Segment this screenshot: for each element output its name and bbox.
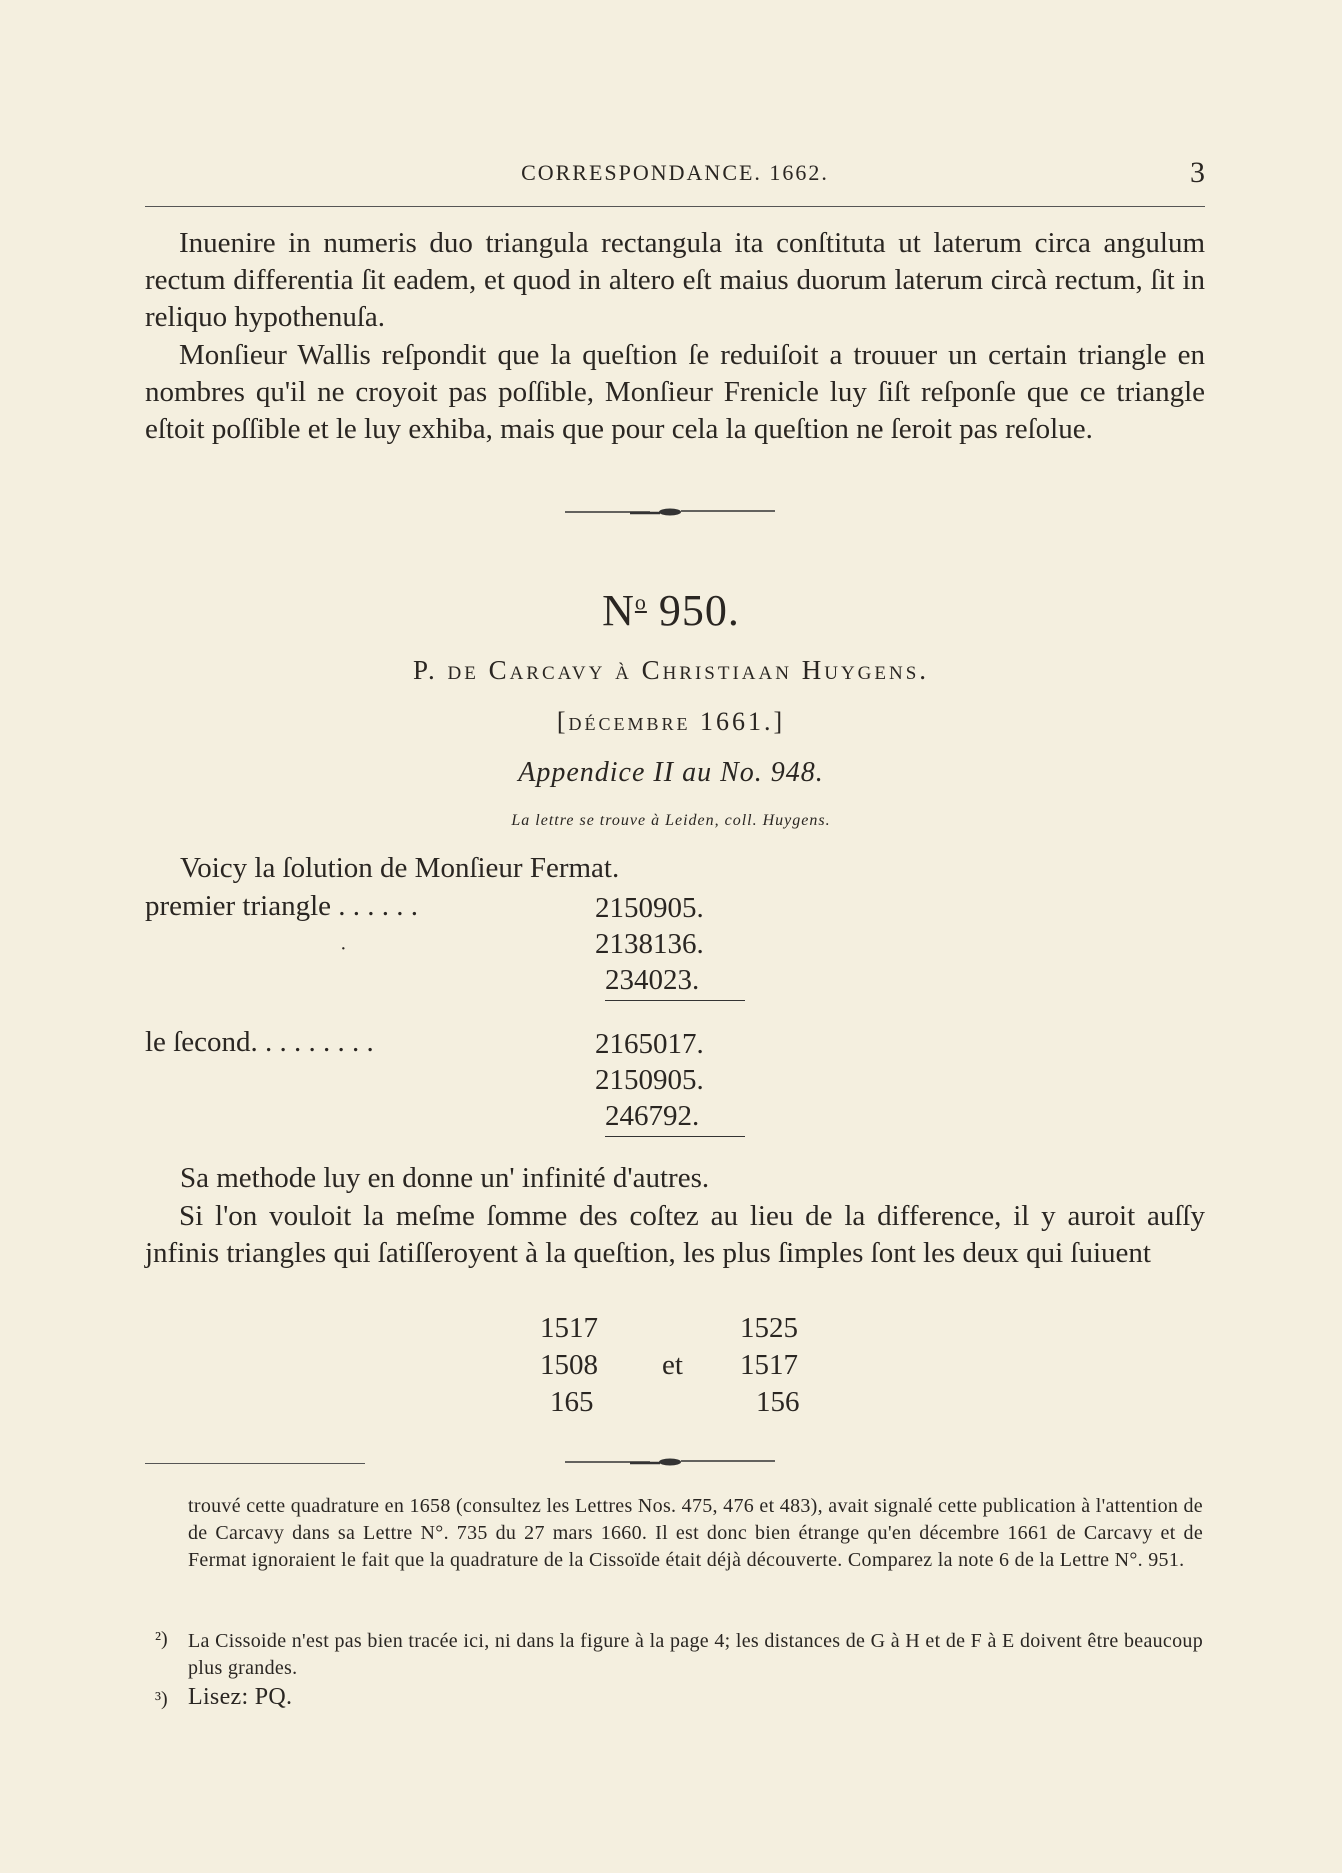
right-value-2: 1517 [740,1349,798,1381]
conjunction-et: et [662,1349,683,1381]
first-triangle-label: premier triangle . . . . . . [145,890,418,922]
fleuron-rule-icon-2 [565,1456,775,1468]
right-triple [740,1310,800,1421]
footnote-3-mark: ³) [155,1688,168,1710]
paragraph-question: Inuenire in numeris duo triangula rectangula ita conſtituta ut laterum circa angulum rectum differentia ſit eadem, et quod in altero eſt maius duorum laterum circà rectum, ſit in reliquo hypothenuſa. [145,227,1205,333]
left-triple [540,1310,598,1421]
left-value-2: 1508 [540,1349,598,1381]
paragraph-sum-remark: Si l'on vouloit la meſme ſomme des coſtez au lieu de la difference, il y auroit auſſy jnfinis triangles qui ſatiſſeroyent à la queſtion, les plus ſimples ſont les deux qui ſuiuent [145,1200,1205,1269]
second-value-2: 2150905. [595,1064,704,1096]
running-head [145,156,1205,196]
first-value-1: 2150905. [595,892,704,924]
second-value-1: 2165017. [595,1028,704,1060]
footnote-2-mark: ²) [155,1628,168,1650]
header-rule [145,206,1205,207]
running-title: CORRESPONDANCE. 1662. [521,160,829,185]
footnote-rule [145,1463,365,1464]
paragraph-wallis: Monſieur Wallis reſpondit que la queſtion ſe reduiſoit a trouuer un certain triangle en nombres qu'il ne croyoit pas poſſible, Monſieur Frenicle luy ſiſt reſponſe que ce triangle eſtoit poſſible et le luy exhiba, mais que pour cela la queſtion ne ſeroit pas reſolue. [145,339,1205,445]
footnote-2: La Cissoide n'est pas bien tracée ici, ni dans la figure à la page 4; les distances de G à H et de F à E doivent être beaucoup plus grandes. [188,1630,1203,1679]
number-prefix: N [602,586,635,635]
right-value-3: 156 [756,1386,800,1418]
document-number [0,585,1342,636]
number-value: 950. [658,586,740,635]
fleuron-rule-icon [565,506,775,518]
solution-intro: Voicy la ſolution de Monſieur Fermat. [180,852,620,884]
letter-date: [décembre 1661.] [556,707,786,736]
right-value-1: 1525 [740,1312,798,1344]
number-sup: o [634,589,647,615]
appendix-reference: Appendice II au No. 948. [518,757,824,788]
first-value-3: 234023. [605,962,745,1001]
stray-dot: · [340,938,347,960]
first-value-2: 2138136. [595,928,704,960]
page-number: 3 [1190,156,1205,189]
footnote-3: Lisez: PQ. [188,1684,293,1710]
second-triangle-label: le ſecond. . . . . . . . . [145,1026,374,1058]
footnote-continued: trouvé cette quadrature en 1658 (consultez les Lettres Nos. 475, 476 et 483), avait signalé cette publication à l'attention de de Carcavy dans sa Lettre N°. 735 du 27 mars 1660. Il est donc bien étrange qu'en décembre 1661 de Carcavy et de Fermat ignoraient le fait que la quadrature de la Cissoïde était déjà découverte. Comparez la note 6 de la Lettre N°. 951. [188,1495,1203,1571]
left-value-1: 1517 [540,1312,598,1344]
second-value-3: 246792. [605,1098,745,1137]
letter-heading: P. de Carcavy à Christiaan Huygens. [412,655,930,685]
left-value-3: 165 [550,1386,594,1418]
method-line: Sa methode luy en donne un' infinité d'autres. [180,1162,710,1194]
source-note: La lettre se trouve à Leiden, coll. Huygens. [511,812,831,829]
